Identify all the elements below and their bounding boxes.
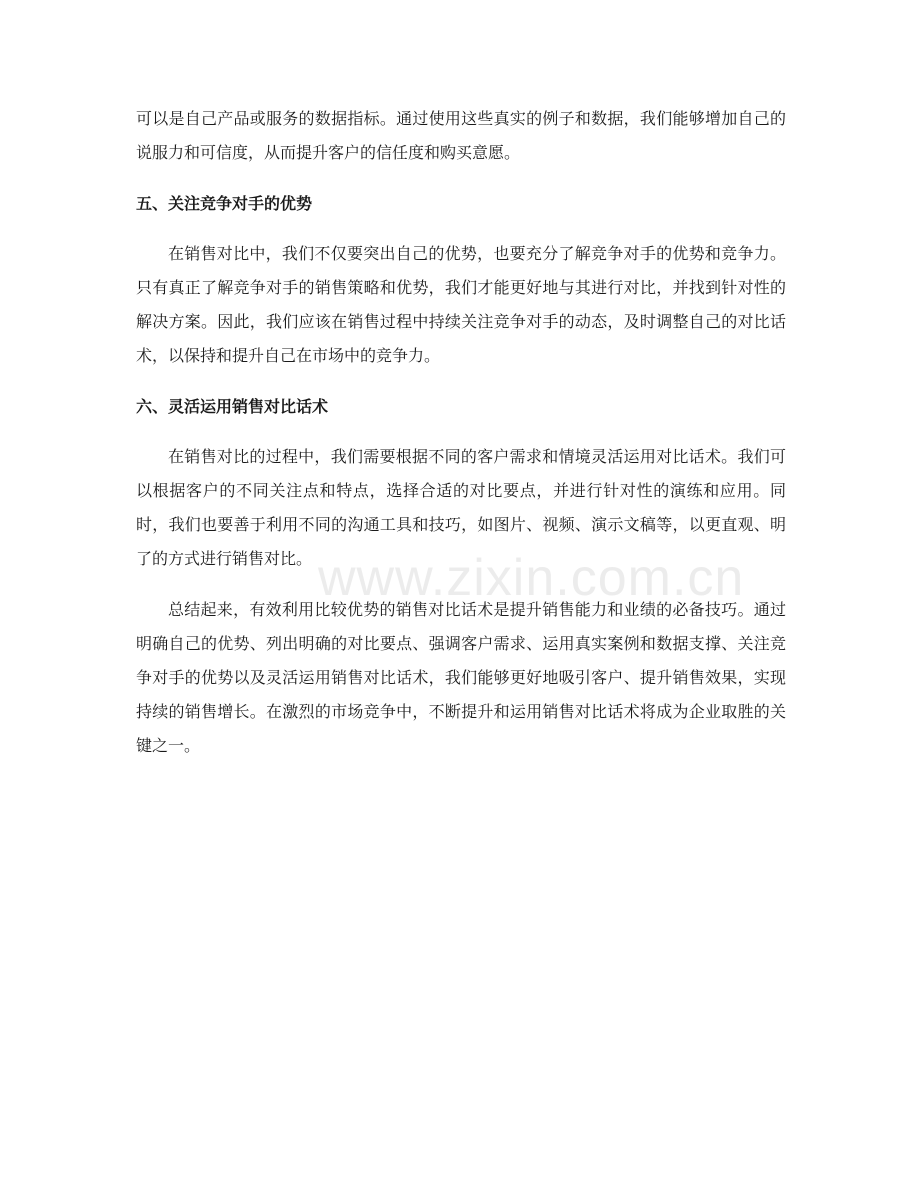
- summary-paragraph: 总结起来，有效利用比较优势的销售对比话术是提升销售能力和业绩的必备技巧。通过明确自己的优势、列出明确的对比要点、强调客户需求、运用真实案例和数据支撑、关注竞争对手的优势以及灵活运用销售对比话术，我们能够更好地吸引客户、提升销售效果，实现持续的销售增长。在激烈的市场竞争中，不断提升和运用销售对比话术将成为企业取胜的关键之一。: [136, 600, 786, 755]
- section-heading-6: 六、灵活运用销售对比话术: [136, 397, 329, 416]
- watermark-text: www.zixin.com.cn: [318, 549, 745, 607]
- document-body: [136, 102, 786, 763]
- section-heading-5: 五、关注竞争对手的优势: [136, 194, 313, 213]
- section-5-paragraph: 在销售对比中，我们不仅要突出自己的优势，也要充分了解竞争对手的优势和竞争力。只有真正了解竞争对手的销售策略和优势，我们才能更好地与其进行对比，并找到针对性的解决方案。因此，我们应该在销售过程中持续关注竞争对手的动态，及时调整自己的对比话术，以保持和提升自己在市场中的竞争力。: [136, 244, 786, 365]
- intro-paragraph: 可以是自己产品或服务的数据指标。通过使用这些真实的例子和数据，我们能够增加自己的说服力和可信度，从而提升客户的信任度和购买意愿。: [136, 109, 786, 162]
- section-6-paragraph: 在销售对比的过程中，我们需要根据不同的客户需求和情境灵活运用对比话术。我们可以根据客户的不同关注点和特点，选择合适的对比要点，并进行针对性的演练和应用。同时，我们也要善于利用不同的沟通工具和技巧，如图片、视频、演示文稿等，以更直观、明了的方式进行销售对比。: [136, 447, 786, 568]
